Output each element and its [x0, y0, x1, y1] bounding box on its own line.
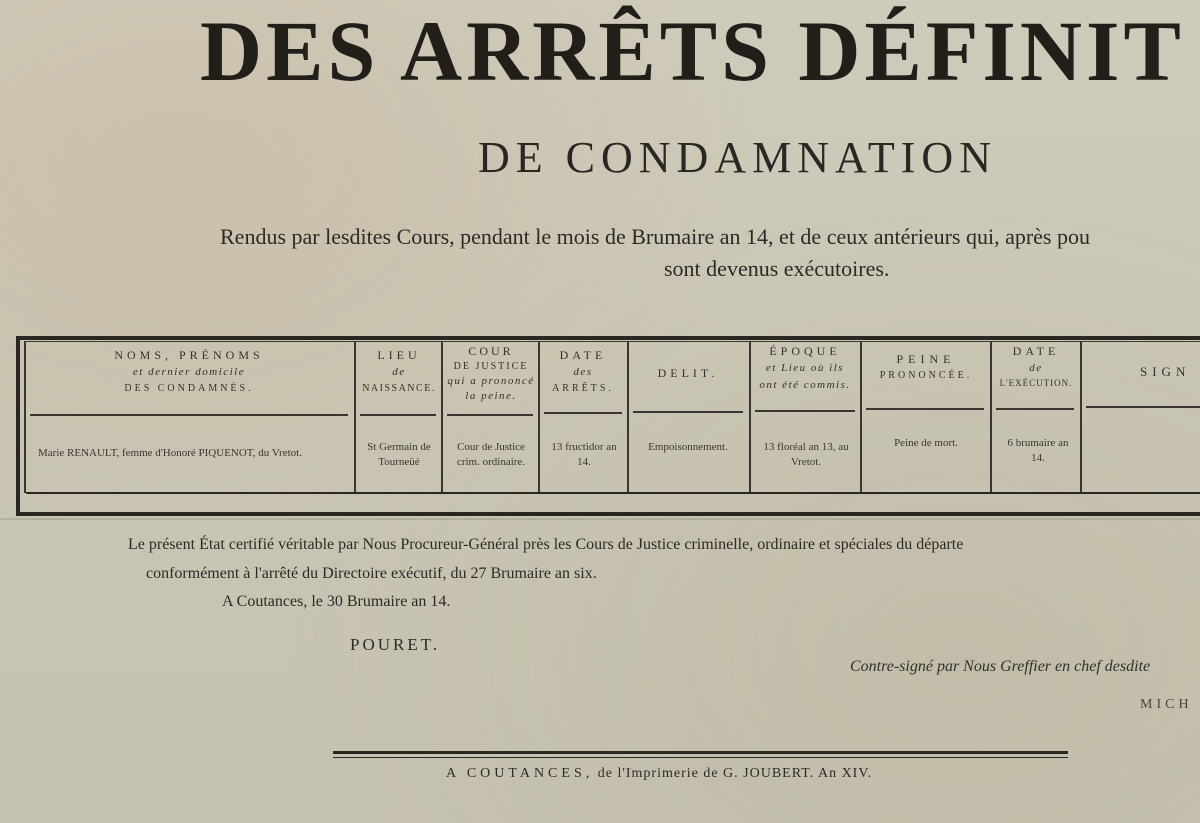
- column-divider: [441, 341, 443, 493]
- column-header-signature: SIGN: [1140, 364, 1191, 379]
- footer-rule-thin: [333, 757, 1068, 758]
- column-divider: [538, 341, 540, 493]
- column-divider: [990, 341, 992, 493]
- cell-execution: 6 brumaire an 14.: [1007, 437, 1069, 464]
- cell-court: Cour de Justice crim. ordinaire.: [456, 441, 526, 468]
- table-bottom-rule: [26, 492, 1200, 494]
- signature-pouret: POURET.: [350, 635, 441, 654]
- imprint-city: A COUTANCES,: [446, 766, 594, 781]
- column-header-date-execution: DATE de L'EXÉCUTION.: [999, 344, 1073, 388]
- column-divider: [1080, 341, 1082, 493]
- header-rule: [544, 412, 622, 414]
- certification-place-date: A Coutances, le 30 Brumaire an 14.: [222, 593, 451, 610]
- header-rule: [1086, 406, 1200, 408]
- header-rule: [866, 408, 984, 410]
- document-subtitle: DE CONDAMNATION: [478, 133, 997, 182]
- certification-line-1: Le présent État certifié véritable par Nous Procureur-Général près les Cours de Justice criminelle, ordinaire et spéciales du départe: [128, 536, 964, 553]
- cell-delit: Empoisonnement.: [648, 441, 728, 453]
- footer-rule-thick: [333, 751, 1068, 754]
- cell-epoque: 13 floréal an 13, au Vretot.: [763, 441, 849, 468]
- header-rule: [755, 410, 855, 412]
- intro-text-line-2: sont devenus exécutoires.: [664, 256, 890, 281]
- column-divider: [354, 341, 356, 493]
- column-header-names: NOMS, PRÉNOMS et dernier domicile DES CONDAMNÉS.: [114, 348, 264, 394]
- table-left-inner-rule: [24, 341, 26, 493]
- countersign-name: MICH: [1140, 697, 1193, 712]
- column-header-date-arrets: DATE des ARRÊTS.: [552, 348, 614, 394]
- column-header-birthplace: LIEU de NAISSANCE.: [362, 348, 436, 394]
- column-divider: [627, 341, 629, 493]
- imprint-line: [446, 766, 872, 782]
- header-rule: [30, 414, 348, 416]
- column-header-peine: PEINE PRONONCÉE.: [879, 352, 973, 381]
- column-header-delit: DELIT.: [657, 366, 719, 380]
- cell-name: Marie RENAULT, femme d'Honoré PIQUENOT, du Vretot.: [38, 447, 302, 459]
- header-rule: [360, 414, 436, 416]
- cell-date-arret: 13 fructidor an 14.: [551, 441, 617, 468]
- header-rule: [996, 408, 1074, 410]
- column-divider: [749, 341, 751, 493]
- imprint-printer: de l'Imprimerie de G. JOUBERT. An XIV.: [597, 766, 873, 781]
- intro-text-line-1: Rendus par lesdites Cours, pendant le mois de Brumaire an 14, et de ceux antérieurs qui, après pou: [220, 224, 1090, 249]
- column-divider: [860, 341, 862, 493]
- cell-peine: Peine de mort.: [894, 437, 958, 449]
- paper-fold: [0, 518, 1200, 520]
- countersign-text: Contre-signé par Nous Greffier en chef desdite: [850, 658, 1151, 675]
- column-header-epoque: ÉPOQUE et Lieu où ils ont été commis.: [759, 344, 851, 391]
- certification-line-2: conformément à l'arrêté du Directoire exécutif, du 27 Brumaire an six.: [146, 565, 597, 582]
- column-header-court: COUR DE JUSTICE qui a prononcé la peine.: [447, 344, 535, 403]
- header-rule: [447, 414, 533, 416]
- header-rule: [633, 411, 743, 413]
- cell-birthplace: St Germain de Tourneüé: [367, 441, 431, 468]
- document-title: DES ARRÊTS DÉFINIT: [200, 3, 1185, 99]
